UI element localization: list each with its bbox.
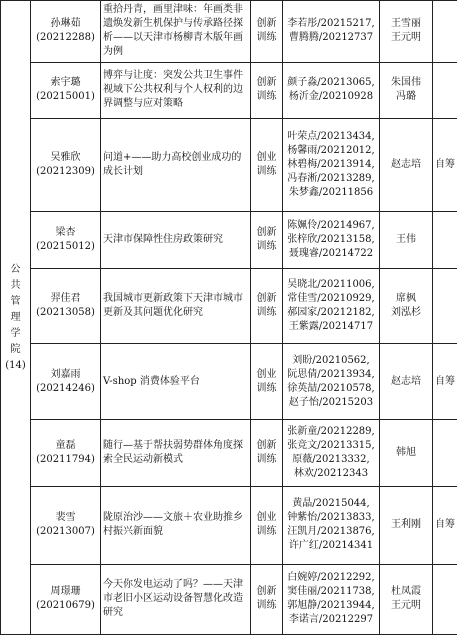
college-char: 共 — [10, 279, 21, 291]
leader-cell: 羿佳君 (20213058) — [31, 268, 101, 344]
members-cell: 李若彤/20215217, 曹腾腾/20212737 — [283, 1, 380, 63]
project-title-cell: 重拾丹青，画里津味：年画类非遗焕发新生机保护与传承路径探析——以天津市杨柳青木版年画为例 — [101, 1, 251, 63]
advisor-cell: 朱国伟 冯璐 — [380, 62, 433, 118]
advisor-cell: 赵志培 — [380, 344, 433, 420]
college-char: 公 — [10, 263, 21, 275]
project-table-body — [1, 1, 457, 635]
members-cell: 张新童/20212289, 张竞文/20213315, 原薇/20213332, 林欢/20212343 — [283, 420, 380, 487]
college-char: 学 — [10, 327, 21, 339]
table-row — [1, 564, 457, 634]
college-cell — [1, 1, 31, 635]
members-cell: 颜子淼/20213065, 杨沂金/20210928 — [283, 62, 380, 118]
members-cell: 叶荣点/20213434, 杨馨雨/20212012, 林碧梅/20213914, 冯春淅/20213289, 朱梦鑫/20211856 — [283, 118, 380, 211]
table-row — [1, 344, 457, 420]
college-char: 理 — [10, 311, 21, 323]
leader-cell: 周璟珊 (20210679) — [31, 564, 101, 634]
table-row — [1, 486, 457, 564]
leader-cell: 梁杏 (20215012) — [31, 211, 101, 268]
funding-cell: 自筹 — [433, 486, 457, 564]
project-title-cell: 博弈与让度：突发公共卫生事件视域下公共权利与个人权利的边界调整与应对策略 — [101, 62, 251, 118]
advisor-cell: 王伟 — [380, 211, 433, 268]
leader-cell: 童磊 (20211794) — [31, 420, 101, 487]
funding-cell — [433, 211, 457, 268]
leader-cell: 裴雪 (20213007) — [31, 486, 101, 564]
members-cell: 陈姵伶/20214967, 张梓欣/20213158, 聂瑰睿/20214722 — [283, 211, 380, 268]
project-type-cell: 创新 训练 — [251, 62, 283, 118]
funding-cell — [433, 564, 457, 634]
advisor-cell: 王利刚 — [380, 486, 433, 564]
project-type-cell: 创新 训练 — [251, 1, 283, 63]
leader-cell: 索宇璐 (20215001) — [31, 62, 101, 118]
advisor-cell: 杜凤霞 王元明 — [380, 564, 433, 634]
college-char: 管 — [10, 295, 21, 307]
project-type-cell: 创新 训练 — [251, 420, 283, 487]
funding-cell: 自筹 — [433, 118, 457, 211]
project-type-cell: 创新 训练 — [251, 211, 283, 268]
table-row — [1, 420, 457, 487]
advisor-cell: 王雪丽 王元明 — [380, 1, 433, 63]
funding-cell — [433, 268, 457, 344]
college-char: 院 — [10, 343, 21, 355]
advisor-cell: 韩旭 — [380, 420, 433, 487]
funding-cell: 自筹 — [433, 344, 457, 420]
project-title-cell: 今天你发电运动了吗？——天津市老旧小区运动设备智慧化改造研究 — [101, 564, 251, 634]
project-type-cell: 创业 训练 — [251, 486, 283, 564]
project-type-cell: 创业 训练 — [251, 118, 283, 211]
leader-cell: 吴雅欣 (20212309) — [31, 118, 101, 211]
table-row — [1, 62, 457, 118]
project-type-cell: 创新 训练 — [251, 564, 283, 634]
members-cell: 白婉婷/20212292, 窦佳丽/20211738, 郭旭静/20213944, 李诺言/20212297 — [283, 564, 380, 634]
project-title-cell: 我国城市更新政策下天津市城市更新及其问题优化研究 — [101, 268, 251, 344]
project-title-cell: 随行—基于帮扶弱势群体角度探索全民运动新模式 — [101, 420, 251, 487]
funding-cell — [433, 62, 457, 118]
funding-cell — [433, 1, 457, 63]
leader-cell: 刘嘉雨 (20214246) — [31, 344, 101, 420]
leader-cell: 孙琳茹 (20212288) — [31, 1, 101, 63]
members-cell: 刘盼/20210562, 阮思倩/20213934, 徐英喆/20210578, 赵子怡/20215203 — [283, 344, 380, 420]
project-title-cell: 天津市保障性住房政策研究 — [101, 211, 251, 268]
table-row — [1, 268, 457, 344]
table-row — [1, 1, 457, 63]
project-title-cell: 陇原治沙——文旅＋农业助推乡村振兴新面貌 — [101, 486, 251, 564]
project-title-cell: 问道+——助力高校创业成功的成长计划 — [101, 118, 251, 211]
project-title-cell: V-shop 消费体验平台 — [101, 344, 251, 420]
table-row — [1, 118, 457, 211]
project-type-cell: 创业 训练 — [251, 344, 283, 420]
advisor-cell: 赵志培 — [380, 118, 433, 211]
members-cell: 黄晶/20215044, 钟紫怡/20213833, 汪凯月/20213876, 许广红/20214341 — [283, 486, 380, 564]
table-row — [1, 211, 457, 268]
college-char: (14) — [5, 359, 26, 371]
members-cell: 吴晓北/20211006, 常佳雪/20210929, 郝园家/20212182, 王紫露/20214717 — [283, 268, 380, 344]
funding-cell — [433, 420, 457, 487]
advisor-cell: 席枫 刘泓杉 — [380, 268, 433, 344]
project-type-cell: 创新 训练 — [251, 268, 283, 344]
